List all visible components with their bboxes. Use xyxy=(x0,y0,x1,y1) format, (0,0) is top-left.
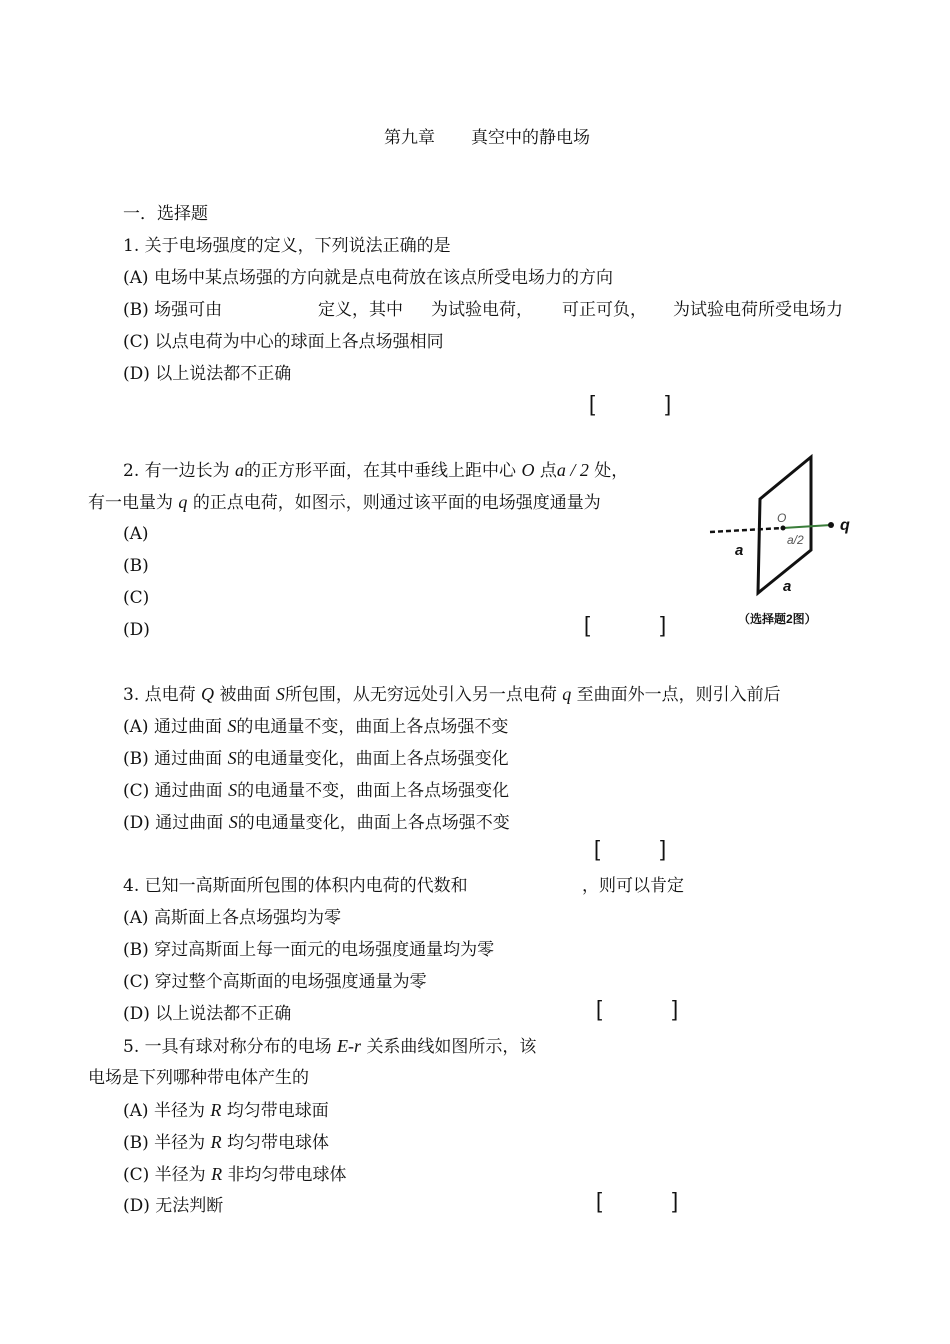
q4-stem-part1: 4. 已知一高斯面所包围的体积内电荷的代数和 xyxy=(123,876,468,896)
q2-l1-p4: 处， xyxy=(594,461,629,481)
center-point xyxy=(781,526,786,531)
label-q: q xyxy=(840,517,850,534)
q5-b-p2: 均匀带电球体 xyxy=(226,1133,329,1153)
q4-stem-part2: ，则可以肯定 xyxy=(582,876,684,896)
square-plane xyxy=(758,457,811,593)
q5-c-p1: (C) 半径为 xyxy=(123,1165,206,1185)
q3-answer-bracket-open[interactable]: [ xyxy=(594,836,601,861)
q2-answer-bracket-open[interactable]: [ xyxy=(584,612,591,637)
q3-b-p2: 的电通量变化，曲面上各点场强变化 xyxy=(236,749,509,769)
q1-option-d: (D) 以上说法都不正确 xyxy=(123,364,292,384)
q2-l1-p3: 点 xyxy=(539,461,557,481)
q3-d-p1: (D) 通过曲面 xyxy=(123,813,224,833)
q2-l1-p2: 的正方形平面，在其中垂线上距中心 xyxy=(244,461,517,481)
q2-l1-var-o: O xyxy=(521,460,535,480)
q5-b-p1: (B) 半径为 xyxy=(123,1133,206,1153)
q2-l1-p1: 2. 有一边长为 xyxy=(123,461,230,481)
q3-c-p1: (C) 通过曲面 xyxy=(123,781,223,801)
q5-c-var: R xyxy=(211,1164,223,1184)
q2-option-b: (B) xyxy=(123,556,149,576)
q1-option-b-part3: 为试验电荷， xyxy=(431,300,533,320)
q2-answer-bracket-close[interactable]: ] xyxy=(660,612,667,637)
q3-c-p2: 的电通量不变，曲面上各点场强变化 xyxy=(237,781,510,801)
q1-option-b-part5: 为试验电荷所受电场力 xyxy=(673,300,843,320)
q3-d-var: S xyxy=(228,812,238,832)
q3-a-p2: 的电通量不变，曲面上各点场强不变 xyxy=(236,717,509,737)
q3-option-c xyxy=(123,780,509,801)
q5-option-b xyxy=(123,1132,329,1153)
q4-option-a: (A) 高斯面上各点场强均为零 xyxy=(123,908,341,928)
q5-l1-p1: 5. 一具有球对称分布的电场 xyxy=(123,1037,332,1057)
q1-answer-bracket-open[interactable]: [ xyxy=(589,391,596,416)
q5-a-p1: (A) 半径为 xyxy=(123,1101,205,1121)
q3-p4: 至曲面外一点，则引入前后 xyxy=(576,685,781,705)
q5-c-p2: 非均匀带电球体 xyxy=(227,1165,347,1185)
q2-stem-line2 xyxy=(88,492,601,513)
section-heading: 一．选择题 xyxy=(123,204,208,224)
q5-answer-bracket-open[interactable]: [ xyxy=(596,1188,603,1213)
q3-b-var: S xyxy=(227,748,237,768)
q5-answer-bracket-close[interactable]: ] xyxy=(672,1188,679,1213)
figure-caption: （选择题2图） xyxy=(738,612,817,626)
q3-answer-bracket-close[interactable]: ] xyxy=(660,836,667,861)
q2-l2-p1: 有一电量为 xyxy=(88,493,173,513)
q5-b-var: R xyxy=(210,1132,222,1152)
q5-stem-line2: 电场是下列哪种带电体产生的 xyxy=(88,1068,309,1088)
q3-a-var: S xyxy=(227,716,237,736)
q2-option-c: (C) xyxy=(123,588,150,608)
q4-option-c: (C) 穿过整个高斯面的电场强度通量为零 xyxy=(123,972,427,992)
q1-option-b-part2: 定义，其中 xyxy=(318,300,403,320)
q3-c-var: S xyxy=(228,780,238,800)
q4-answer-bracket-open[interactable]: [ xyxy=(596,996,603,1021)
q2-stem-line1 xyxy=(123,460,628,481)
q1-option-b-part4: 可正可负， xyxy=(562,300,647,320)
q5-l1-p2: 关系曲线如图所示，该 xyxy=(366,1037,537,1057)
q2-option-a: (A) xyxy=(123,524,149,544)
q3-var-q: q xyxy=(562,684,572,704)
label-a-bottom: a xyxy=(783,578,792,595)
q1-option-c: (C) 以点电荷为中心的球面上各点场强相同 xyxy=(123,332,444,352)
q3-stem xyxy=(123,684,781,705)
label-a-half: a/2 xyxy=(787,533,804,547)
q2-l1-var-a-half: a / 2 xyxy=(556,460,589,480)
q2-figure xyxy=(705,450,875,630)
q2-l1-var-a: a xyxy=(235,460,245,480)
q3-p2: 被曲面 xyxy=(219,685,271,705)
axis-dashed-line xyxy=(710,528,783,532)
q4-option-d: (D) 以上说法都不正确 xyxy=(123,1004,292,1024)
label-o: O xyxy=(777,511,787,525)
q5-a-p2: 均匀带电球面 xyxy=(226,1101,329,1121)
q3-var-s: S xyxy=(275,684,285,704)
q5-option-c xyxy=(123,1164,347,1185)
q1-stem: 1. 关于电场强度的定义，下列说法正确的是 xyxy=(123,236,451,256)
q4-option-b: (B) 穿过高斯面上每一面元的电场强度通量均为零 xyxy=(123,940,495,960)
q5-stem-line1 xyxy=(123,1036,536,1057)
charge-point xyxy=(828,522,834,528)
q1-option-a: (A) 电场中某点场强的方向就是点电荷放在该点所受电场力的方向 xyxy=(123,268,613,288)
chapter-number: 第九章 xyxy=(384,128,435,148)
q3-option-a xyxy=(123,716,508,737)
q2-option-d: (D) xyxy=(123,620,150,640)
q5-a-var: R xyxy=(210,1100,222,1120)
q3-p1: 3. 点电荷 xyxy=(123,685,196,705)
q3-d-p2: 的电通量变化，曲面上各点场强不变 xyxy=(237,813,510,833)
q2-l2-var-q: q xyxy=(178,492,188,512)
q3-option-b xyxy=(123,748,509,769)
q3-p3: 所包围，从无穷远处引入另一点电荷 xyxy=(284,685,557,705)
q1-answer-bracket-close[interactable]: ] xyxy=(665,391,672,416)
q3-option-d xyxy=(123,812,510,833)
axis-line-to-charge xyxy=(783,525,831,528)
q3-var-q-big: Q xyxy=(201,684,215,704)
q2-l2-p2: 的正点电荷，如图示，则通过该平面的电场强度通量为 xyxy=(192,493,601,513)
q5-var-er: E-r xyxy=(337,1036,362,1056)
q1-option-b-part1: (B) 场强可由 xyxy=(123,300,223,320)
label-a-left: a xyxy=(735,542,744,559)
q3-a-p1: (A) 通过曲面 xyxy=(123,717,222,737)
q5-option-d: (D) 无法判断 xyxy=(123,1196,224,1216)
q4-answer-bracket-close[interactable]: ] xyxy=(672,996,679,1021)
q3-b-p1: (B) 通过曲面 xyxy=(123,749,223,769)
chapter-title: 真空中的静电场 xyxy=(471,128,590,148)
q5-option-a xyxy=(123,1100,329,1121)
